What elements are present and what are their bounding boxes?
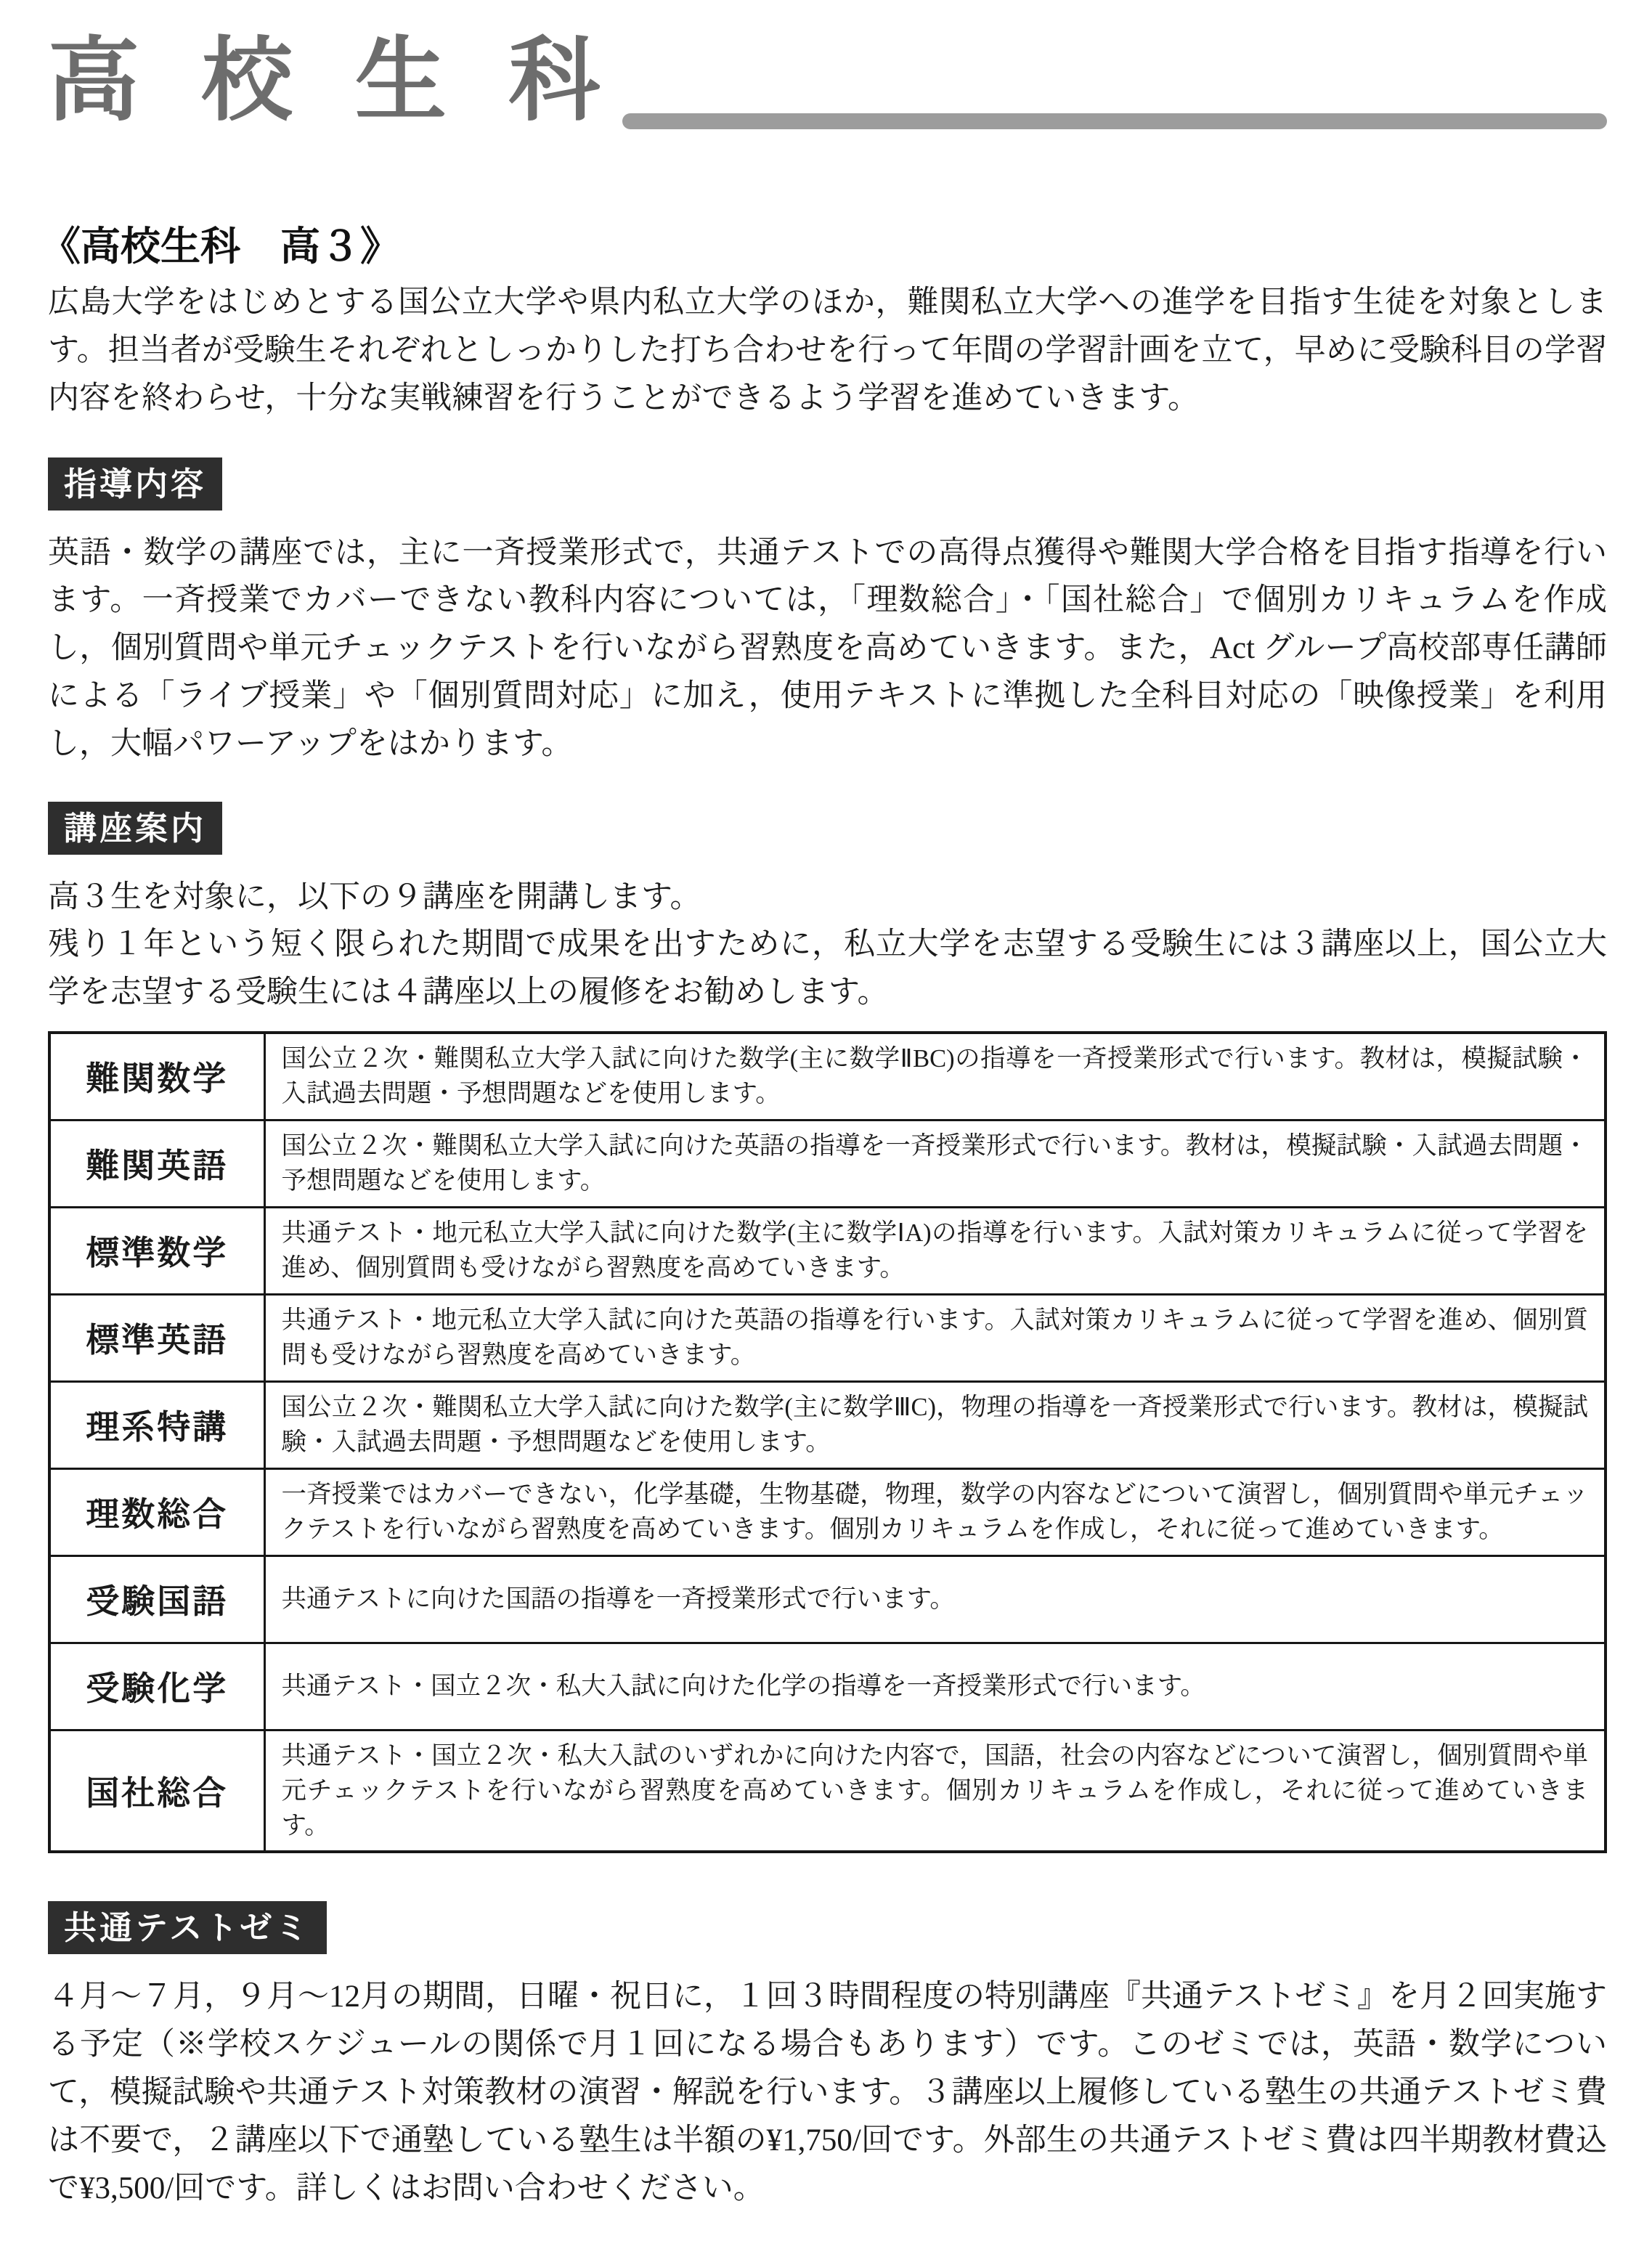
guidance-section-label-text: 指導内容 <box>64 465 207 503</box>
course-description: 国公立２次・難関私立大学入試に向けた英語の指導を一斉授業形式で行います。教材は，模擬試験・入試過去問題・予想問題などを使用します。 <box>264 1120 1606 1207</box>
table-row <box>49 1033 1606 1120</box>
courses-section-label-text: 講座案内 <box>64 809 207 847</box>
course-description: 共通テスト・国立２次・私大入試に向けた化学の指導を一斉授業形式で行います。 <box>264 1643 1606 1730</box>
course-name: 難関英語 <box>49 1120 264 1207</box>
course-name: 理系特講 <box>49 1381 264 1468</box>
courses-intro-line1: 高３生を対象に，以下の９講座を開講します。 <box>48 879 701 914</box>
seminar-section-label <box>48 1901 327 1954</box>
intro-paragraph: 広島大学をはじめとする国公立大学や県内私立大学のほか，難関私立大学への進学を目指す生徒を対象とします。担当者が受験生それぞれとしっかりした打ち合わせを行って年間の学習計画を立て，早めに受験科目の学習内容を終わらせ，十分な実戦練習を行うことができるよう学習を進めていきます。 <box>48 285 1607 415</box>
course-name: 標準数学 <box>49 1207 264 1294</box>
course-name: 理数総合 <box>49 1468 264 1555</box>
table-row <box>49 1730 1606 1852</box>
course-description: 国公立２次・難関私立大学入試に向けた数学(主に数学ⅡBC)の指導を一斉授業形式で行います。教材は，模擬試験・入試過去問題・予想問題などを使用します。 <box>264 1033 1606 1120</box>
guidance-paragraph: 英語・数学の講座では，主に一斉授業形式で，共通テストでの高得点獲得や難関大学合格を目指す指導を行います。一斉授業でカバーできない教科内容については，「理数総合」・「国社総合」で個別カリキュラムを作成し，個別質問や単元チェックテストを行いながら習熟度を高めていきます。また，Act グループ高校部専任講師による「ライブ授業」や「個別質問対応」に加え，使用テキストに準拠した全科目対応の「映像授業」を利用し，大幅パワーアップをはかります。 <box>48 535 1607 761</box>
course-description: 共通テスト・地元私立大学入試に向けた英語の指導を行います。入試対策カリキュラムに従って学習を進め、個別質問も受けながら習熟度を高めていきます。 <box>264 1294 1606 1381</box>
course-description: 共通テスト・国立２次・私大入試のいずれかに向けた内容で，国語，社会の内容などについて演習し，個別質問や単元チェックテストを行いながら習熟度を高めていきます。個別カリキュラムを作成し，それに従って進めていきます。 <box>264 1730 1606 1852</box>
course-description: 国公立２次・難関私立大学入試に向けた数学(主に数学ⅢC)，物理の指導を一斉授業形式で行います。教材は，模擬試験・入試過去問題・予想問題などを使用します。 <box>264 1381 1606 1468</box>
course-name: 難関数学 <box>49 1033 264 1120</box>
course-name: 国社総合 <box>49 1730 264 1852</box>
course-name: 受験化学 <box>49 1643 264 1730</box>
courses-section-label <box>48 802 222 855</box>
table-row <box>49 1381 1606 1468</box>
seminar-paragraph: ４月～７月，９月～12月の期間，日曜・祝日に，１回３時間程度の特別講座『共通テストゼミ』を月２回実施する予定（※学校スケジュールの関係で月１回になる場合もあります）です。このゼミでは，英語・数学について，模擬試験や共通テスト対策教材の演習・解説を行います。３講座以上履修している塾生の共通テストゼミ費は不要で，２講座以下で通塾している塾生は半額の¥1,750/回です。外部生の共通テストゼミ費は四半期教材費込で¥3,500/回です。詳しくはお問い合わせください。 <box>48 1980 1607 2205</box>
grade-heading: 《高校生科 高３》 <box>41 224 401 269</box>
guidance-section-label <box>48 457 222 511</box>
course-description: 共通テストに向けた国語の指導を一斉授業形式で行います。 <box>264 1555 1606 1643</box>
seminar-section-label-text: 共通テストゼミ <box>64 1909 311 1947</box>
course-description: 一斉授業ではカバーできない，化学基礎，生物基礎，物理，数学の内容などについて演習し，個別質問や単元チェックテストを行いながら習熟度を高めていきます。個別カリキュラムを作成し，それに従って進めていきます。 <box>264 1468 1606 1555</box>
table-row <box>49 1294 1606 1381</box>
table-row <box>49 1555 1606 1643</box>
table-row <box>49 1207 1606 1294</box>
page-header <box>48 20 1607 141</box>
courses-intro-line2: 残り１年という短く限られた期間で成果を出すために，私立大学を志望する受験生には３講座以上，国公立大学を志望する受験生には４講座以上の履修をお勧めします。 <box>48 927 1607 1010</box>
course-table <box>48 1031 1607 1853</box>
page-title: 高 校 生 科 <box>48 29 619 131</box>
course-name: 受験国語 <box>49 1555 264 1643</box>
course-description: 共通テスト・地元私立大学入試に向けた数学(主に数学ⅠA)の指導を行います。入試対策カリキュラムに従って学習を進め、個別質問も受けながら習熟度を高めていきます。 <box>264 1207 1606 1294</box>
table-row <box>49 1120 1606 1207</box>
course-name: 標準英語 <box>49 1294 264 1381</box>
title-underline-bar <box>622 113 1607 129</box>
table-row <box>49 1468 1606 1555</box>
table-row <box>49 1643 1606 1730</box>
course-table-body <box>49 1033 1606 1852</box>
